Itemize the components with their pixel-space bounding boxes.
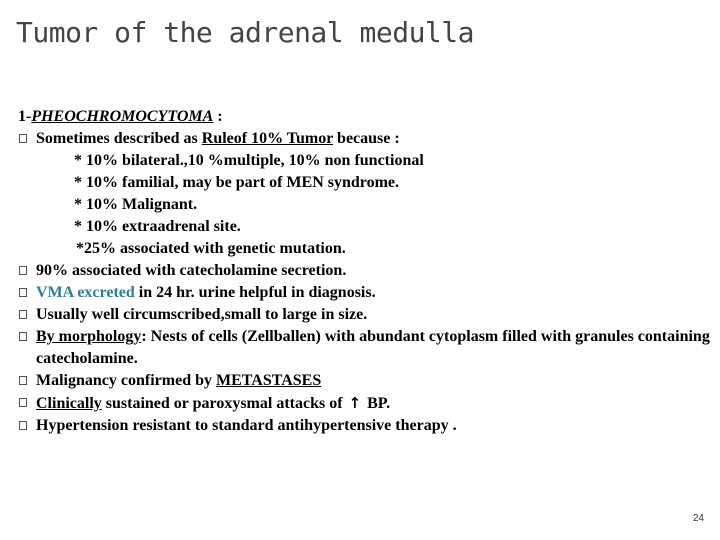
bullet-circumscribed xyxy=(18,304,718,326)
bullet-text: Usually well circumscribed,small to large in size. xyxy=(36,306,368,323)
page-number: 24 xyxy=(692,513,704,524)
rule-item-malignant: * 10% Malignant. xyxy=(74,196,198,213)
bullet-icon xyxy=(19,376,27,385)
bullet-text: 90% associated with catecholamine secretion. xyxy=(36,262,347,279)
bullet-icon xyxy=(19,421,27,430)
metastases-label: METASTASES xyxy=(216,372,322,389)
bullet-icon xyxy=(19,288,27,297)
bullet-rule-of-10 xyxy=(18,128,718,150)
bullet-icon xyxy=(19,310,27,319)
heading-number: 1- xyxy=(18,108,32,125)
malignancy-text: Malignancy confirmed by xyxy=(36,372,216,389)
bullet-vma xyxy=(18,282,718,304)
morphology-text: : Nests of cells (Zellballen) with abundant cytoplasm filled with granules containing catecholamine. xyxy=(36,328,710,367)
bullet-clinically xyxy=(18,392,718,415)
bullet-hypertension xyxy=(18,415,718,437)
section-heading xyxy=(18,106,718,128)
rule-item-extraadrenal: * 10% extraadrenal site. xyxy=(74,218,241,235)
bullet-icon xyxy=(19,134,27,143)
bullet-morphology xyxy=(18,326,718,370)
heading-name: PHEOCHROMOCYTOMA xyxy=(31,108,214,125)
bullet-catecholamine xyxy=(18,260,718,282)
slide-title: Tumor of the adrenal medulla xyxy=(16,16,475,49)
vma-highlight: VMA excreted xyxy=(36,284,135,301)
rule-item-familial: * 10% familial, may be part of MEN syndrome. xyxy=(74,174,400,191)
bullet-icon xyxy=(19,332,27,341)
clinically-text: sustained or paroxysmal attacks of xyxy=(101,395,347,412)
up-arrow-icon: ↑ xyxy=(348,394,362,412)
slide-body xyxy=(18,106,718,437)
rule-prefix: Sometimes described as xyxy=(36,130,202,147)
rule-item-genetic: *25% associated with genetic mutation. xyxy=(76,240,346,257)
heading-suffix: : xyxy=(213,108,223,125)
bullet-text: Hypertension resistant to standard antihypertensive therapy . xyxy=(36,417,457,434)
bullet-icon xyxy=(19,398,27,407)
rule-suffix: because : xyxy=(333,130,400,147)
rule-name: Ruleof 10% Tumor xyxy=(201,130,334,147)
clinically-end: BP. xyxy=(363,395,391,412)
bullet-malignancy xyxy=(18,370,718,392)
bullet-icon xyxy=(19,266,27,275)
clinically-label: Clinically xyxy=(36,395,102,412)
vma-text: in 24 hr. urine helpful in diagnosis. xyxy=(134,284,376,301)
morphology-label: By morphology xyxy=(36,328,142,345)
rule-item-bilateral: * 10% bilateral.,10 %multiple, 10% non functional xyxy=(74,152,424,169)
